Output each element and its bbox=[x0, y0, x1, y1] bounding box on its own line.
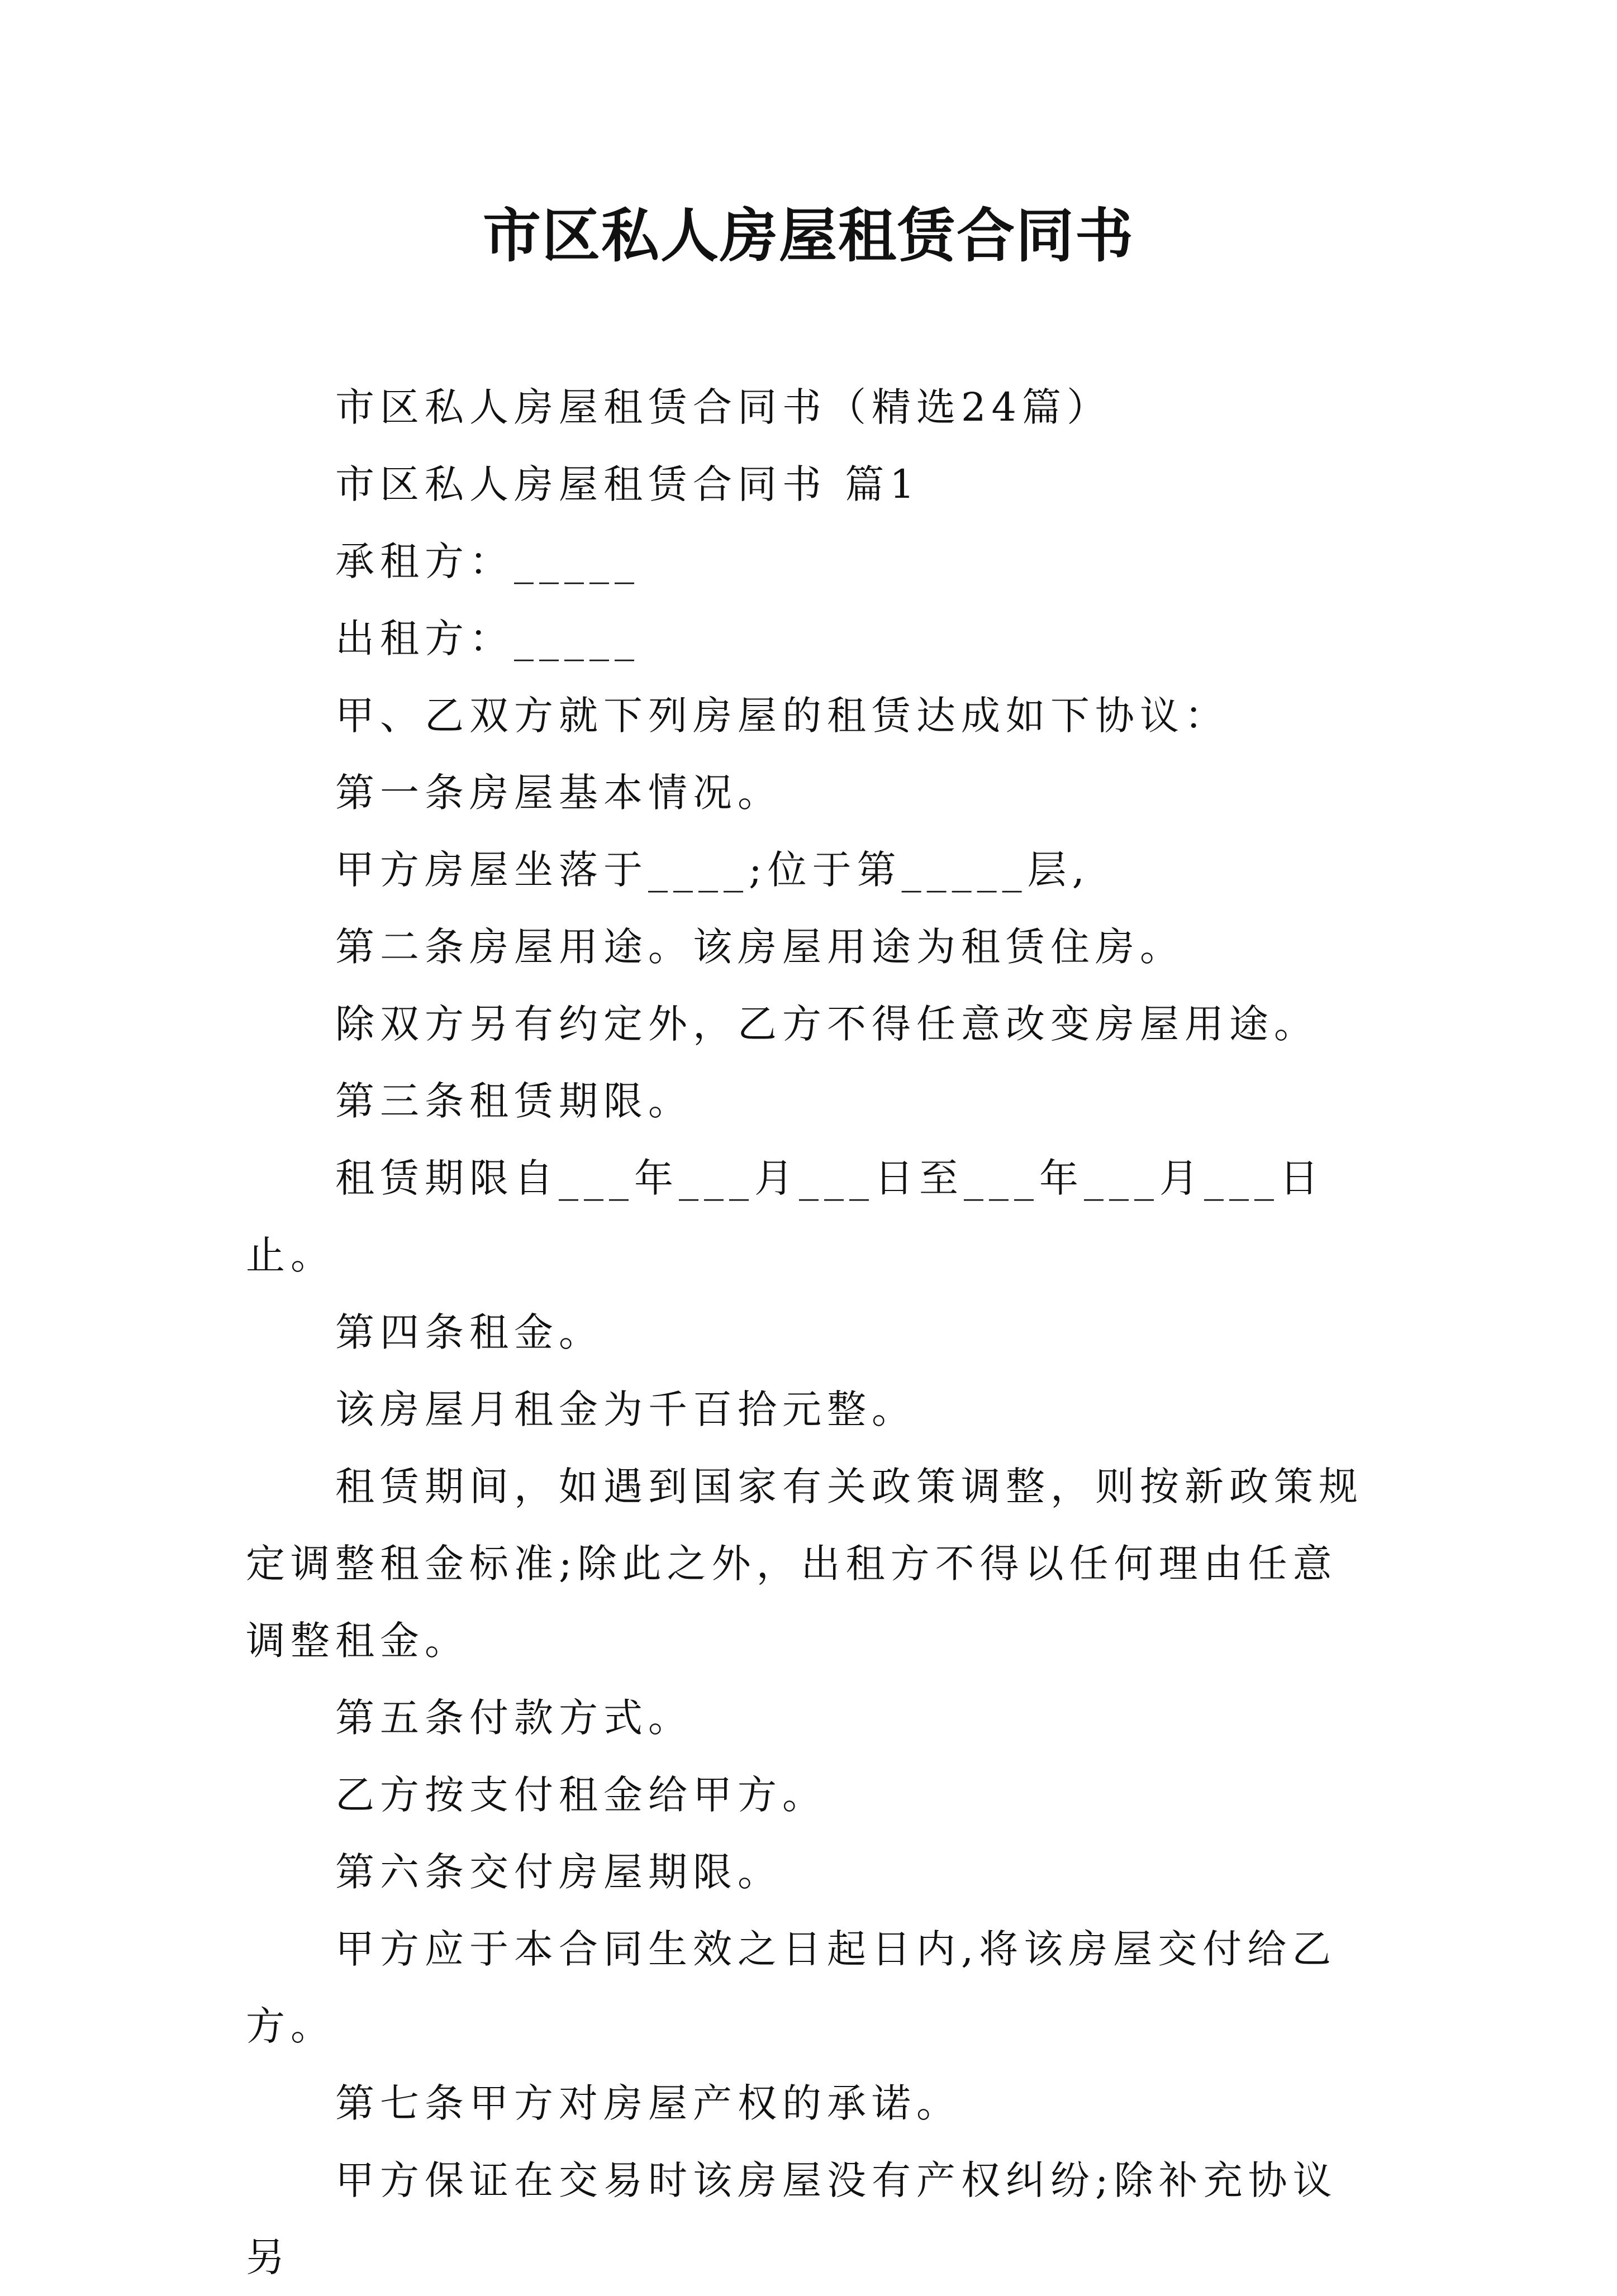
paragraph: 第五条付款方式。 bbox=[335, 1695, 693, 1741]
paragraph: 乙方按支付租金给甲方。 bbox=[335, 1772, 827, 1818]
document-title: 市区私人房屋租赁合同书 bbox=[482, 201, 1134, 270]
paragraph: 该房屋月租金为千百拾元整。 bbox=[335, 1387, 916, 1432]
paragraph: 甲方应于本合同生效之日起日内,将该房屋交付给乙方。 bbox=[246, 1926, 1337, 2049]
paragraph: 甲方房屋坐落于____;位于第_____层, bbox=[335, 847, 1090, 893]
paragraph: 第二条房屋用途。该房屋用途为租赁住房。 bbox=[335, 924, 1185, 970]
document-body bbox=[246, 369, 1380, 2296]
paragraph: 第六条交付房屋期限。 bbox=[335, 1849, 782, 1895]
paragraph: 租赁期限自___年___月___日至___年___月___日止。 bbox=[246, 1155, 1324, 1278]
paragraph: 承租方：_____ bbox=[335, 539, 640, 584]
paragraph: 第三条租赁期限。 bbox=[335, 1078, 693, 1124]
paragraph: 租赁期间，如遇到国家有关政策调整，则按新政策规定调整租金标准;除此之外，出租方不得以任何理由任意调整租金。 bbox=[246, 1464, 1363, 1664]
paragraph: 市区私人房屋租赁合同书 篇1 bbox=[335, 461, 920, 507]
paragraph: 出租方：_____ bbox=[335, 616, 640, 661]
paragraph: 除双方另有约定外，乙方不得任意改变房屋用途。 bbox=[335, 1001, 1319, 1047]
paragraph: 甲方保证在交易时该房屋没有产权纠纷;除补充协议另 bbox=[246, 2157, 1338, 2280]
paragraph: 第七条甲方对房屋产权的承诺。 bbox=[335, 2080, 961, 2126]
paragraph: 甲、乙双方就下列房屋的租赁达成如下协议： bbox=[335, 693, 1229, 739]
paragraph: 第四条租金。 bbox=[335, 1309, 603, 1355]
paragraph: 市区私人房屋租赁合同书（精选24篇） bbox=[335, 384, 1112, 430]
paragraph: 第一条房屋基本情况。 bbox=[335, 770, 782, 816]
